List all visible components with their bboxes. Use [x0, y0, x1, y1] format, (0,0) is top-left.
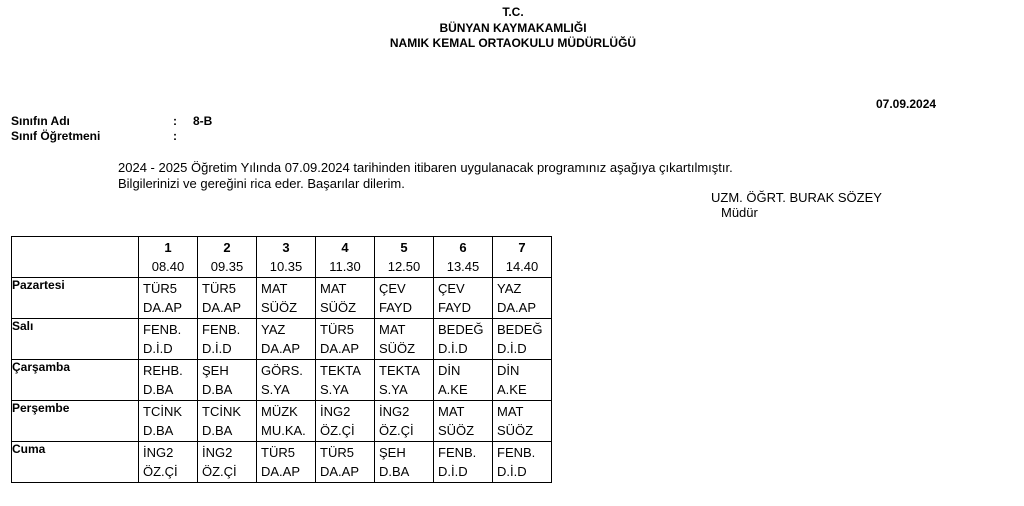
lesson-subject: GÖRS.: [261, 363, 303, 378]
day-name-cell: Salı: [12, 319, 139, 360]
lesson-cell: [139, 360, 198, 401]
schedule-header-row: [12, 237, 552, 278]
document-date: 07.09.2024: [876, 97, 937, 111]
lesson-teacher: SÜÖZ: [497, 423, 534, 438]
lesson-teacher: DA.AP: [320, 464, 360, 479]
lesson-teacher: DA.AP: [320, 341, 360, 356]
period-header-2: [198, 237, 257, 278]
lesson-cell: [257, 401, 316, 442]
lesson-cell: [434, 401, 493, 442]
lesson-subject: FENB.: [143, 322, 182, 337]
lesson-teacher: ÖZ.Çİ: [320, 423, 355, 438]
period-number: 7: [518, 240, 526, 255]
class-name-colon: :: [173, 114, 177, 128]
schedule-day-row: [12, 278, 552, 319]
lesson-subject: ÇEV: [438, 281, 465, 296]
lesson-subject: İNG2: [379, 404, 410, 419]
lesson-subject: İNG2: [202, 445, 233, 460]
lesson-subject: TÜR5: [261, 445, 295, 460]
period-number: 1: [164, 240, 172, 255]
lesson-subject: TEKTA: [320, 363, 361, 378]
lesson-cell: [257, 360, 316, 401]
lesson-cell: [139, 442, 198, 483]
lesson-cell: [257, 278, 316, 319]
schedule-table: [11, 236, 552, 483]
period-header-1: [139, 237, 198, 278]
lesson-subject: ŞEH: [379, 445, 406, 460]
lesson-teacher: D.İ.D: [438, 341, 468, 356]
period-number: 6: [459, 240, 467, 255]
lesson-teacher: DA.AP: [261, 464, 301, 479]
lesson-teacher: D.BA: [202, 382, 233, 397]
lesson-cell: [316, 319, 375, 360]
lesson-cell: [198, 319, 257, 360]
lesson-subject: MAT: [497, 404, 524, 419]
header-line-school: NAMIK KEMAL ORTAOKULU MÜDÜRLÜĞÜ: [389, 36, 637, 50]
lesson-teacher: A.KE: [497, 382, 527, 397]
period-time: 12.50: [387, 259, 421, 274]
lesson-teacher: ÖZ.Çİ: [143, 464, 178, 479]
lesson-cell: [434, 360, 493, 401]
lesson-subject: BEDEĞ: [438, 322, 484, 337]
lesson-cell: [493, 442, 552, 483]
lesson-cell: [139, 278, 198, 319]
lesson-subject: İNG2: [143, 445, 174, 460]
period-header-7: [493, 237, 552, 278]
lesson-teacher: D.BA: [143, 382, 174, 397]
body-text-line-1: 2024 - 2025 Öğretim Yılında 07.09.2024 tarihinden itibaren uygulanacak programınız aşağıya çıkartılmıştır.: [118, 160, 733, 175]
lesson-teacher: A.KE: [438, 382, 468, 397]
day-name-cell: Perşembe: [12, 401, 139, 442]
lesson-teacher: D.BA: [143, 423, 174, 438]
lesson-subject: TÜR5: [320, 322, 354, 337]
lesson-cell: [198, 442, 257, 483]
day-name-cell: Çarşamba: [12, 360, 139, 401]
lesson-cell: [139, 319, 198, 360]
lesson-subject: TCİNK: [143, 404, 182, 419]
period-time: 11.30: [329, 259, 361, 274]
lesson-cell: [257, 442, 316, 483]
period-time: 13.45: [446, 259, 480, 274]
lesson-cell: [375, 401, 434, 442]
schedule-day-row: [12, 401, 552, 442]
lesson-cell: [375, 360, 434, 401]
lesson-cell: [316, 442, 375, 483]
lesson-teacher: SÜÖZ: [261, 300, 298, 315]
lesson-subject: DİN: [497, 363, 520, 378]
lesson-cell: [434, 278, 493, 319]
lesson-subject: BEDEĞ: [497, 322, 543, 337]
period-header-6: [434, 237, 493, 278]
header-line-tc: T.C.: [502, 5, 524, 19]
lesson-teacher: MU.KA.: [261, 423, 306, 438]
lesson-cell: [375, 278, 434, 319]
period-time: 09.35: [210, 259, 244, 274]
lesson-cell: [493, 360, 552, 401]
lesson-teacher: S.YA: [261, 382, 290, 397]
lesson-subject: TEKTA: [379, 363, 420, 378]
lesson-subject: TÜR5: [143, 281, 177, 296]
lesson-subject: FENB.: [497, 445, 536, 460]
lesson-teacher: D.İ.D: [497, 464, 527, 479]
lesson-subject: FENB.: [438, 445, 477, 460]
lesson-cell: [434, 319, 493, 360]
lesson-teacher: DA.AP: [261, 341, 301, 356]
schedule-corner-cell: [12, 237, 139, 278]
header-line-kaymakamlik: BÜNYAN KAYMAKAMLIĞI: [439, 21, 587, 35]
lesson-cell: [493, 319, 552, 360]
schedule-day-row: [12, 319, 552, 360]
lesson-teacher: DA.AP: [202, 300, 242, 315]
lesson-teacher: ÖZ.Çİ: [202, 464, 237, 479]
period-time: 10.35: [269, 259, 303, 274]
lesson-teacher: FAYD: [438, 300, 471, 315]
lesson-subject: MÜZK: [261, 404, 298, 419]
lesson-cell: [316, 360, 375, 401]
lesson-subject: YAZ: [261, 322, 286, 337]
period-header-4: [316, 237, 375, 278]
lesson-cell: [375, 319, 434, 360]
period-number: 4: [341, 240, 349, 255]
class-teacher-colon: :: [173, 129, 177, 143]
lesson-teacher: SÜÖZ: [320, 300, 357, 315]
lesson-subject: MAT: [379, 322, 406, 337]
period-number: 5: [400, 240, 408, 255]
lesson-cell: [139, 401, 198, 442]
day-name-cell: Cuma: [12, 442, 139, 483]
lesson-cell: [198, 278, 257, 319]
lesson-teacher: D.İ.D: [438, 464, 468, 479]
lesson-subject: YAZ: [497, 281, 522, 296]
lesson-subject: TÜR5: [202, 281, 236, 296]
lesson-teacher: S.YA: [320, 382, 349, 397]
lesson-cell: [198, 401, 257, 442]
lesson-subject: DİN: [438, 363, 461, 378]
lesson-teacher: D.BA: [202, 423, 233, 438]
period-number: 3: [282, 240, 290, 255]
lesson-cell: [375, 442, 434, 483]
class-teacher-label: Sınıf Öğretmeni: [11, 129, 101, 143]
lesson-cell: [316, 401, 375, 442]
lesson-subject: İNG2: [320, 404, 351, 419]
lesson-subject: ÇEV: [379, 281, 406, 296]
lesson-subject: REHB.: [143, 363, 183, 378]
class-name-value: 8-B: [193, 114, 213, 128]
period-time: 08.40: [151, 259, 185, 274]
day-name-cell: Pazartesi: [12, 278, 139, 319]
lesson-teacher: SÜÖZ: [438, 423, 475, 438]
class-name-label: Sınıfın Adı: [11, 114, 70, 128]
lesson-cell: [493, 401, 552, 442]
lesson-teacher: FAYD: [379, 300, 412, 315]
lesson-subject: MAT: [320, 281, 347, 296]
lesson-teacher: DA.AP: [497, 300, 537, 315]
schedule-day-row: [12, 442, 552, 483]
lesson-cell: [434, 442, 493, 483]
lesson-subject: ŞEH: [202, 363, 229, 378]
lesson-teacher: SÜÖZ: [379, 341, 416, 356]
lesson-cell: [493, 278, 552, 319]
signature-title: Müdür: [721, 205, 758, 220]
lesson-subject: TÜR5: [320, 445, 354, 460]
lesson-subject: MAT: [261, 281, 288, 296]
lesson-teacher: D.İ.D: [143, 341, 173, 356]
period-header-3: [257, 237, 316, 278]
lesson-teacher: DA.AP: [143, 300, 183, 315]
lesson-teacher: D.İ.D: [497, 341, 527, 356]
period-header-5: [375, 237, 434, 278]
period-time: 14.40: [505, 259, 539, 274]
body-text-line-2: Bilgilerinizi ve gereğini rica eder. Başarılar dilerim.: [118, 176, 405, 191]
period-number: 2: [223, 240, 231, 255]
lesson-teacher: ÖZ.Çİ: [379, 423, 414, 438]
lesson-cell: [316, 278, 375, 319]
lesson-teacher: D.BA: [379, 464, 410, 479]
lesson-teacher: S.YA: [379, 382, 408, 397]
lesson-cell: [198, 360, 257, 401]
lesson-subject: MAT: [438, 404, 465, 419]
schedule-day-row: [12, 360, 552, 401]
lesson-teacher: D.İ.D: [202, 341, 232, 356]
signature-name: UZM. ÖĞRT. BURAK SÖZEY: [711, 190, 882, 205]
lesson-subject: TCİNK: [202, 404, 241, 419]
lesson-cell: [257, 319, 316, 360]
lesson-subject: FENB.: [202, 322, 241, 337]
